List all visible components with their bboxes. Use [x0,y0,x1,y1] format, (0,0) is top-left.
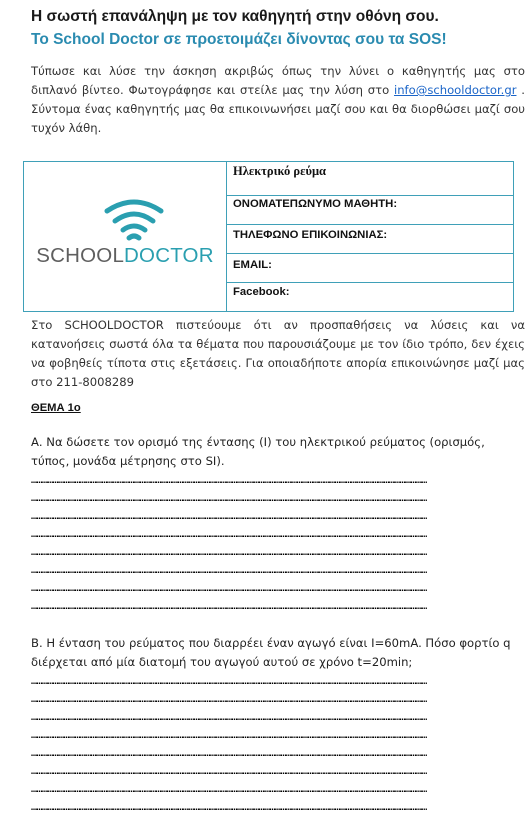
answer-line[interactable]: ………………………………………………………………………………………………………………………………………………………………………………………………… [31,493,427,504]
question-b: Β. Η ένταση του ρεύματος που διαρρέει έναν αγωγό είναι Ι=60mA. Πόσο φορτίο q διέρχεται από μία διατομή του αγωγού αυτού σε χρόνο t=20min; [31,636,511,669]
logo-cell [24,162,227,311]
student-name-field[interactable]: ΟΝΟΜΑΤΕΠΩΝΥΜΟ ΜΑΘΗΤΗ: [226,196,513,225]
answer-line[interactable]: ………………………………………………………………………………………………………………………………………………………………………………………………… [31,766,427,777]
answer-line[interactable]: ………………………………………………………………………………………………………………………………………………………………………………………………… [31,565,427,576]
topic-title: ΘΕΜΑ 1ο [31,402,81,414]
answer-line[interactable]: ………………………………………………………………………………………………………………………………………………………………………………………………… [31,475,427,486]
answer-line[interactable]: ………………………………………………………………………………………………………………………………………………………………………………………………… [31,730,427,741]
answer-line[interactable]: ………………………………………………………………………………………………………………………………………………………………………………………………… [31,748,427,759]
header-title: Η σωστή επανάληψη με τον καθηγητή στην οθόνη σου. [31,8,439,25]
answer-line[interactable]: ………………………………………………………………………………………………………………………………………………………………………………………………… [31,547,427,558]
answer-line[interactable]: ………………………………………………………………………………………………………………………………………………………………………………………………… [31,694,427,705]
intro-text-end: . Σύντομα ένας καθηγητής μας θα επικοινωνήσει μαζί σου και θα διορθώσει μαζί σου τυχόν λάθη. [31,83,525,135]
email-link[interactable]: info@schooldoctor.gr [393,83,517,97]
intro-paragraph [31,62,525,138]
answer-line[interactable]: ………………………………………………………………………………………………………………………………………………………………………………………………… [31,712,427,723]
logo-text-school: SCHOOL [36,244,125,267]
logo-wordmark [24,244,226,268]
header-subtitle: Το School Doctor σε προετοιμάζει δίνοντας σου τα SOS! [31,31,447,48]
wifi-signal-icon [104,196,164,242]
answer-line[interactable]: ………………………………………………………………………………………………………………………………………………………………………………………………… [31,511,427,522]
answer-line[interactable]: ………………………………………………………………………………………………………………………………………………………………………………………………… [31,601,427,612]
student-info-card [23,161,514,312]
info-paragraph: Στο SCHOOLDOCTOR πιστεύουμε ότι αν προσπαθήσεις να λύσεις και να κατανοήσεις σωστά όλα τα θέματα που παρουσιάζουμε με τον ίδιο τρόπο, δεν έχεις να φοβηθείς τίποτα στις εξετάσεις. Για οποιαδήποτε απορία επικοινώνησε μαζί μας στο 211-8008289 [31,318,525,389]
subject-cell: Ηλεκτρικό ρεύμα [226,162,513,196]
answer-line[interactable]: ………………………………………………………………………………………………………………………………………………………………………………………………… [31,529,427,540]
answer-line[interactable]: ………………………………………………………………………………………………………………………………………………………………………………………………… [31,583,427,594]
logo-text-doctor: DOCTOR [124,244,214,267]
question-a: Α. Να δώσετε τον ορισμό της έντασης (Ι) του ηλεκτρικού ρεύματος (ορισμός, τύπος, μονάδα μέτρησης στο SI). [31,435,485,468]
intro-text-start: Τύπωσε και λύσε την άσκηση ακριβώς όπως την λύνει ο καθηγητής μας στο διπλανό βίντεο. Φωτογράφησε και στείλε μας την λύση στο [31,64,525,97]
email-field[interactable]: EMAIL: [226,254,513,283]
phone-field[interactable]: ΤΗΛΕΦΩΝΟ ΕΠΙΚΟΙΝΩΝΙΑΣ: [226,225,513,254]
answer-line[interactable]: ………………………………………………………………………………………………………………………………………………………………………………………………… [31,676,427,687]
facebook-field[interactable]: Facebook: [233,286,290,298]
answer-line[interactable]: ………………………………………………………………………………………………………………………………………………………………………………………………… [31,784,427,795]
answer-line[interactable]: ………………………………………………………………………………………………………………………………………………………………………………………………… [31,802,427,813]
